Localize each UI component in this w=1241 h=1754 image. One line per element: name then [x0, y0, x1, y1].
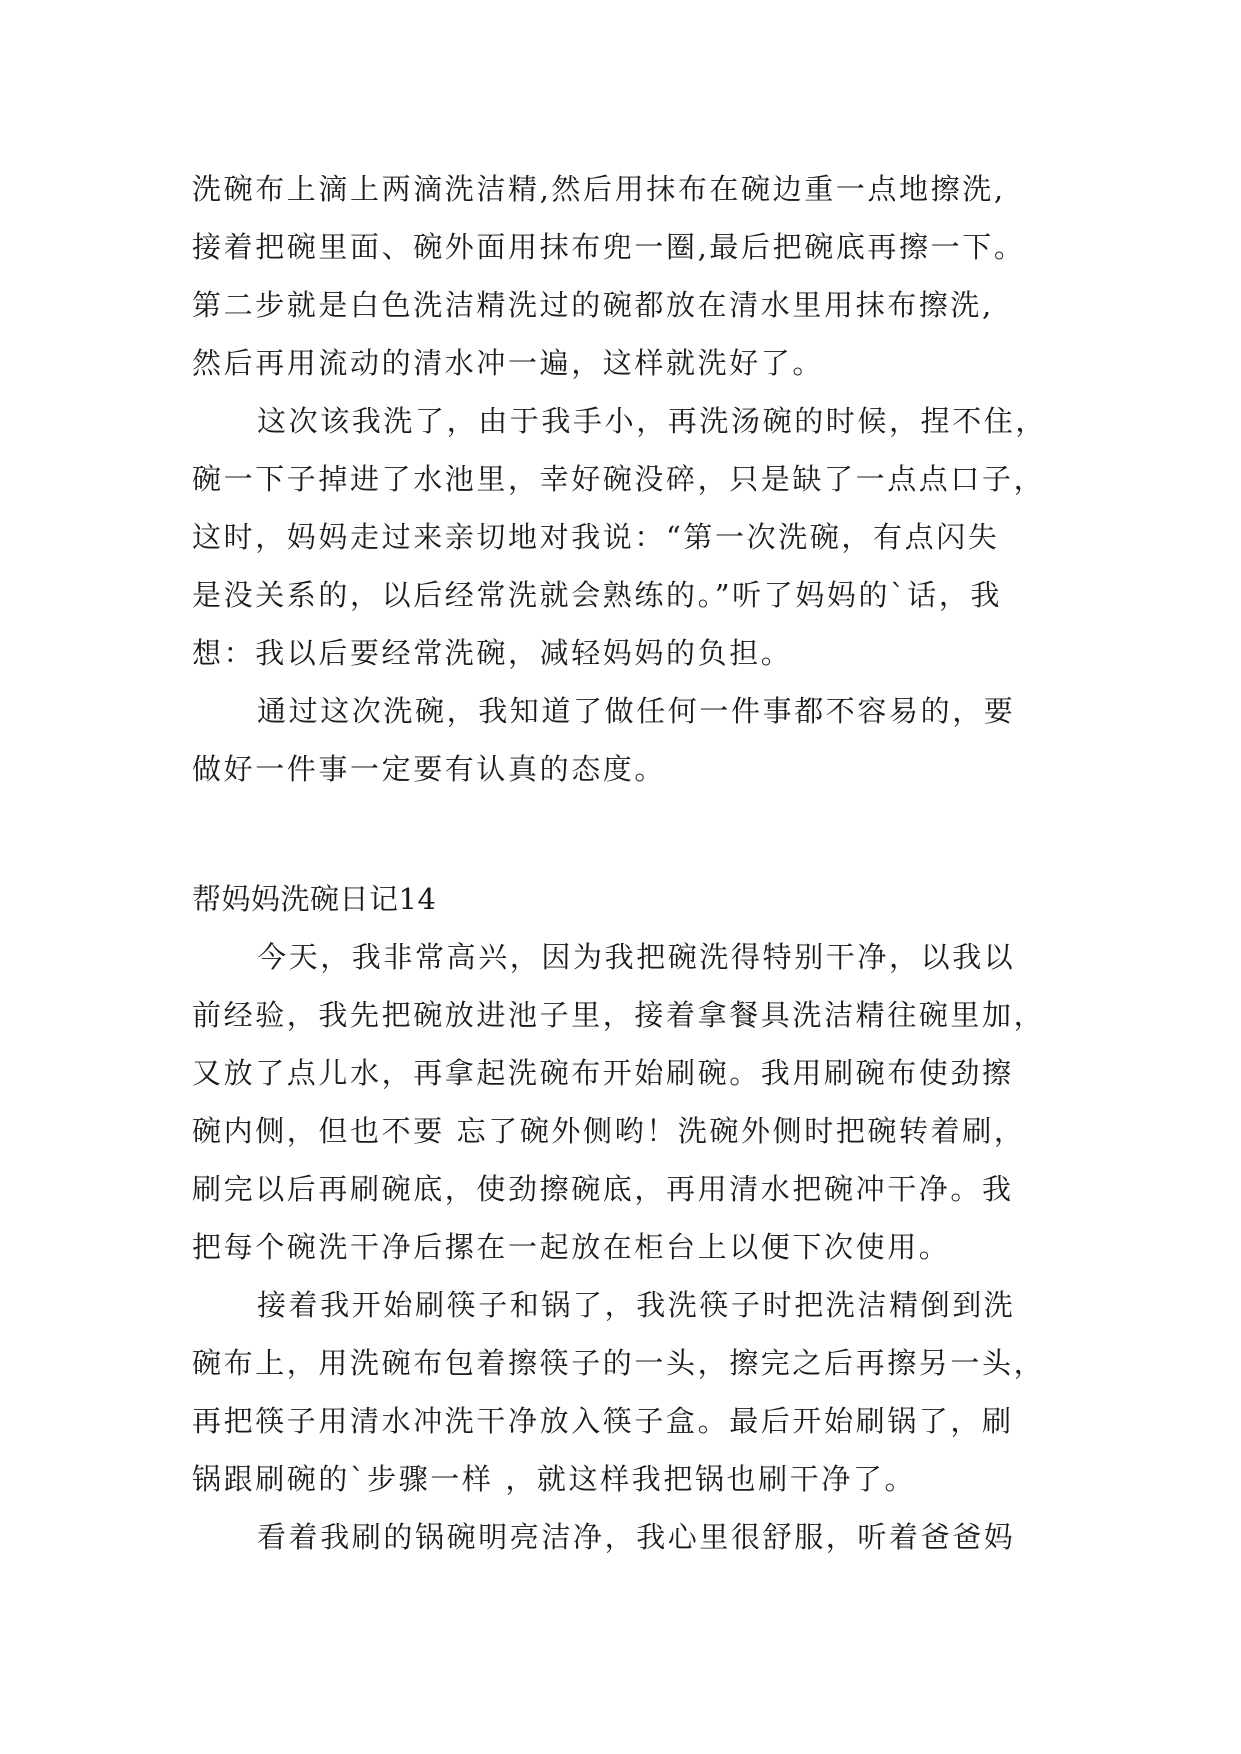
- text-line: 想：我以后要经常洗碗，减轻妈妈的负担。: [192, 636, 793, 670]
- text-line: 看着我刷的锅碗明亮洁净，我心里很舒服，听着爸爸妈: [257, 1520, 1016, 1554]
- paragraph: [192, 928, 1092, 1276]
- text-line: 洗碗布上滴上两滴洗洁精,然后用抹布在碗边重一点地擦洗,: [192, 172, 1006, 206]
- paragraph: [192, 1508, 1092, 1566]
- text-line: 锅跟刷碗的`步骤一样 ，就这样我把锅也刷干净了。: [192, 1462, 917, 1496]
- text-line: 把每个碗洗干净后摞在一起放在柜台上以便下次使用。: [192, 1230, 951, 1264]
- text-line: 碗布上，用洗碗布包着擦筷子的一头，擦完之后再擦另一头，: [192, 1346, 1046, 1380]
- paragraph: [192, 160, 1092, 392]
- text-line: 通过这次洗碗，我知道了做任何一件事都不容易的，要: [257, 694, 1016, 728]
- text-line: 第二步就是白色洗洁精洗过的碗都放在清水里用抹布擦洗,: [192, 288, 994, 322]
- section-title: 帮妈妈洗碗日记14: [192, 882, 437, 916]
- text-line: 是没关系的，以后经常洗就会熟练的。”听了妈妈的`话，我: [192, 578, 1003, 612]
- text-line: 接着把碗里面、碗外面用抹布兜一圈,最后把碗底再擦一下。: [192, 230, 1026, 264]
- text-line: 碗内侧，但也不要 忘了碗外侧哟！洗碗外侧时把碗转着刷，: [192, 1114, 1026, 1148]
- section-gap: [192, 798, 1092, 870]
- text-line: 做好一件事一定要有认真的态度。: [192, 752, 667, 786]
- text-line: 刷完以后再刷碗底，使劲擦碗底，再用清水把碗冲干净。我: [192, 1172, 1014, 1206]
- paragraph: [192, 682, 1092, 798]
- paragraph: [192, 1276, 1092, 1508]
- paragraph: [192, 392, 1092, 682]
- text-line: 前经验，我先把碗放进池子里，接着拿餐具洗洁精往碗里加，: [192, 998, 1046, 1032]
- text-line: 今天，我非常高兴，因为我把碗洗得特别干净，以我以: [257, 940, 1016, 974]
- text-line: 这次该我洗了，由于我手小，再洗汤碗的时候，捏不住，: [257, 404, 1048, 438]
- text-line: 再把筷子用清水冲洗干净放入筷子盒。最后开始刷锅了，刷: [192, 1404, 1014, 1438]
- text-line: 碗一下子掉进了水池里，幸好碗没碎，只是缺了一点点口子，: [192, 462, 1046, 496]
- text-line: 又放了点儿水，再拿起洗碗布开始刷碗。我用刷碗布使劲擦: [192, 1056, 1014, 1090]
- text-line: 这时，妈妈走过来亲切地对我说：“第一次洗碗，有点闪失: [192, 520, 1000, 554]
- text-line: 接着我开始刷筷子和锅了，我洗筷子时把洗洁精倒到洗: [257, 1288, 1016, 1322]
- text-line: 然后再用流动的清水冲一遍，这样就洗好了。: [192, 346, 825, 380]
- document-body: [192, 160, 1092, 1566]
